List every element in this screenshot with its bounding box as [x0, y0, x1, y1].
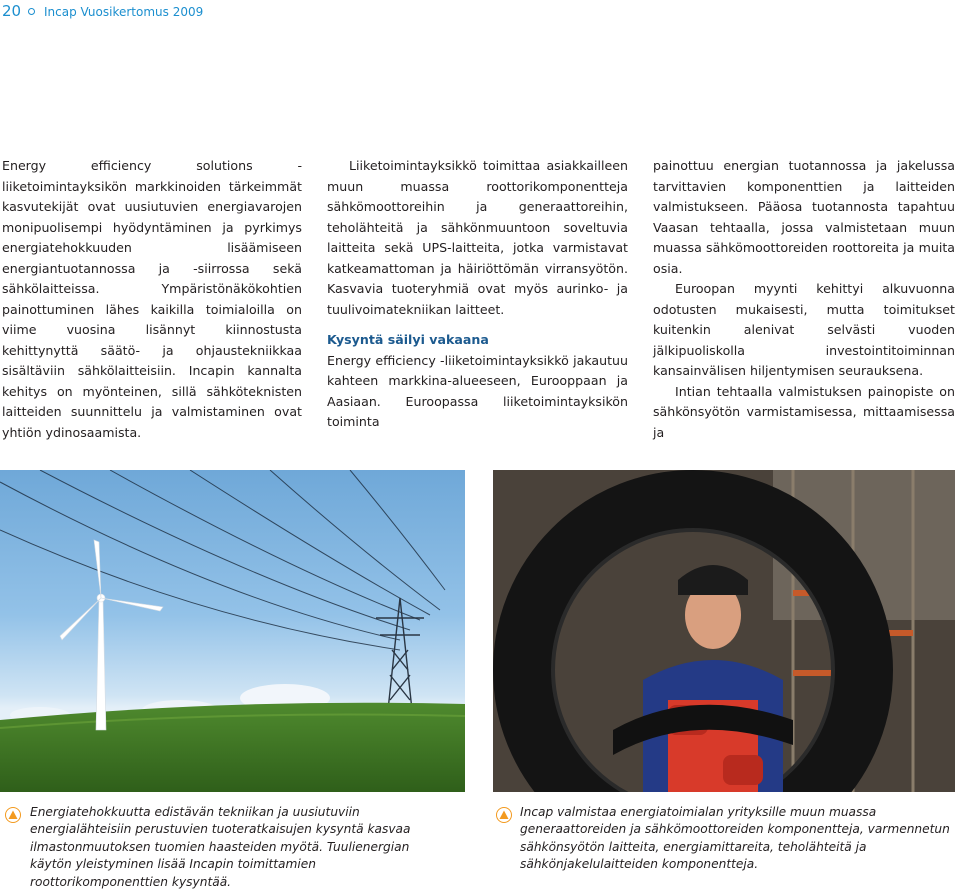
- text-column-1: [2, 156, 302, 443]
- column2-paragraph-1: Liiketoimintayksikkö toimittaa asiakkailleen muun muassa roottorikomponentteja sähkömoottoreihin ja generaattoreihin, teholähteitä ja sähkönmuuntoon soveltuvia laitteita sekä UPS-laitteita, jotka varmistavat katkeamattoman ja häiriöttömän virransyötön. Kasvavia tuoteryhmiä ovat myös aurinko- ja tuulivoimatekniikan laitteet.: [327, 158, 628, 317]
- wind-turbine-photo: [0, 470, 465, 792]
- caption-left: Energiatehokkuutta edistävän tekniikan ja uusiutuviin energialähteisiin perustuvien tuoteratkaisujen kysyntä kasvaa ilmastonmuutoksen tuomien haasteiden myötä. Tuulienergian käytön yleistyminen lisää Incapin toimittamien roottorikomponenttien kysyntää.: [30, 805, 411, 889]
- factory-worker-illustration: [493, 470, 955, 792]
- column3-paragraph-1: painottuu energian tuotannossa ja jakelussa tarvittavien komponenttien ja laitteiden valmistukseen. Pääosa tuotannosta tapahtuu Vaasan tehtaalla, jossa valmistetaan muun muassa sähkömoottoreiden roottoreita ja muita osia.: [653, 158, 955, 276]
- header-circle-icon: [28, 8, 35, 15]
- section-subheading: Kysyntä säilyi vakaana: [327, 332, 489, 347]
- factory-worker-photo: [493, 470, 955, 792]
- column3-paragraph-3: Intian tehtaalla valmistuksen painopiste on sähkönsyötön varmistamisessa, mittaamisessa ja: [653, 383, 955, 440]
- caption-triangle-icon: [5, 807, 21, 823]
- caption-triangle-icon: [496, 807, 512, 823]
- caption-right: Incap valmistaa energiatoimialan yrityksille muun muassa generaattoreiden ja sähkömoottoreiden komponentteja, varmennetun sähkönsyötön laitteita, energiamittareita, teholähteitä ja sähkönjakelulaitteiden komponentteja.: [520, 805, 950, 872]
- column2-paragraph-2: Energy efficiency -liiketoimintayksikkö jakautuu kahteen markkina-alueeseen, Eurooppaan ja Aasiaan. Euroopassa liiketoimintayksikön toiminta: [327, 352, 628, 429]
- wind-turbine-illustration: [0, 470, 465, 792]
- text-column-3: [653, 156, 955, 443]
- wind-turbine: [60, 540, 163, 730]
- column3-paragraph-2: Euroopan myynti kehittyi alkuvuonna odotusten mukaisesti, mutta toimitukset kuitenkin alenivat selvästi vuoden jälkipuoliskolla investointitoiminnan kansainvälisen hiljentymisen seurauksena.: [653, 281, 955, 378]
- publication-title: Incap Vuosikertomus 2009: [44, 5, 204, 19]
- column1-paragraph: Energy efficiency solutions -liiketoimintayksikön markkinoiden tärkeimmät kasvutekijät ovat uusiutuvien energiavarojen monipuolisempi hyödyntäminen ja pyrkimys energiatehokkuuden lisäämiseen energiantuotannossa ja -siirrossa sekä sähkölaitteissa. Ympäristönäkökohtien painottuminen lähes kaikilla toimialoilla on viime vuosina lisännyt kiinnostusta kehittynyttä säätö- ja ohjaustekniikkaa sisältäviin sähkölaitteisiin. Incapin kannalta kehitys on myönteinen, sillä sähköteknisten laitteiden suunnittelu ja valmistaminen ovat yhtiön ydinosaamista.: [2, 158, 302, 440]
- page-number: 20: [2, 2, 22, 20]
- text-column-2: [327, 156, 628, 433]
